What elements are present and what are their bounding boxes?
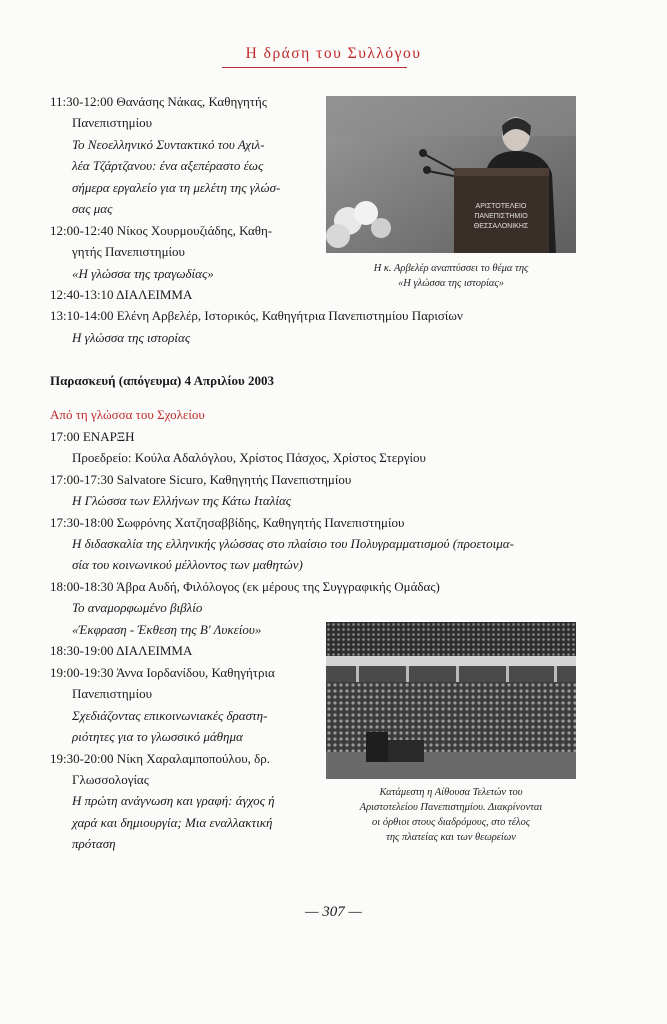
program-line: Πανεπιστημίου — [72, 115, 153, 130]
talk-title: πρόταση — [72, 836, 116, 851]
program-line: 12:00-12:40 Νίκος Χουρμουζιάδης, Καθη- — [50, 223, 273, 238]
photo-caption: «Η γλώσσα της ιστορίας» — [398, 278, 504, 289]
talk-title: Η Γλώσσα των Ελλήνων της Κάτω Ιταλίας — [72, 493, 292, 508]
photo-speaker-podium — [326, 96, 576, 253]
program-line: 17:30-18:00 Σωφρόνης Χατζησαββίδης, Καθηγητής Πανεπιστημίου — [50, 515, 405, 530]
program-line: 19:30-20:00 Νίκη Χαραλαμποπούλου, δρ. — [50, 751, 271, 766]
talk-title: Το Νεοελληνικό Συντακτικό του Αχιλ- — [72, 137, 265, 152]
talk-title: Η γλώσσα της ιστορίας — [72, 330, 191, 345]
podium-text: ΑΡΙΣΤΟΤΕΛΕΙΟ — [475, 203, 527, 210]
talk-title: Το αναμορφωμένο βιβλίο — [72, 600, 203, 615]
header-rule — [222, 67, 407, 68]
program-line: Προεδρείο: Κούλα Αδαλόγλου, Χρίστος Πάσχος, Χρίστος Στεργίου — [72, 450, 426, 465]
photo-auditorium-illustration — [326, 622, 576, 779]
talk-title: Η πρώτη ανάγνωση και γραφή: άγχος ή — [72, 793, 275, 808]
photo-auditorium — [326, 622, 576, 779]
talk-title: «Η γλώσσα της τραγωδίας» — [72, 266, 214, 281]
photo-caption: της πλατείας και των θεωρείων — [386, 832, 516, 843]
break-line: 12:40-13:10 ΔΙΑΛΕΙΜΜΑ — [50, 287, 193, 302]
program-line: γητής Πανεπιστημίου — [72, 244, 185, 259]
page-number: — 307 — — [305, 904, 362, 920]
podium-text: ΠΑΝΕΠΙΣΤΗΜΙΟ — [474, 213, 528, 220]
photo-speaker-illustration — [326, 96, 576, 253]
photo-caption: Η κ. Αρβελέρ αναπτύσσει το θέμα της — [373, 263, 529, 274]
program-line: 19:00-19:30 Άννα Ιορδανίδου, Καθηγήτρια — [50, 665, 275, 680]
photo-caption: Κατάμεστη η Αίθουσα Τελετών του — [379, 787, 523, 798]
program-line: 11:30-12:00 Θανάσης Νάκας, Καθηγητής — [50, 94, 267, 109]
program-line: 18:00-18:30 Άβρα Αυδή, Φιλόλογος (εκ μέρους της Συγγραφικής Ομάδας) — [50, 579, 440, 594]
break-line: 18:30-19:00 ΔΙΑΛΕΙΜΜΑ — [50, 643, 193, 658]
program-line: Πανεπιστημίου — [72, 686, 153, 701]
photo-caption: οι όρθιοι στους διαδρόμους, στο τέλος — [372, 817, 530, 828]
talk-title: χαρά και δημιουργία; Μια εναλλακτική — [72, 815, 273, 830]
talk-title: σήμερα εργαλείο για τη μελέτη της γλώσ- — [72, 180, 281, 195]
day-heading: Παρασκευή (απόγευμα) 4 Απριλίου 2003 — [50, 373, 275, 388]
section-heading: Από τη γλώσσα του Σχολείου — [50, 407, 205, 422]
running-header: Η δράση του Συλλόγου — [245, 45, 422, 62]
talk-title: λέα Τζάρτζανου: ένα αξεπέραστο έως — [72, 158, 264, 173]
program-line: 13:10-14:00 Ελένη Αρβελέρ, Ιστορικός, Καθηγήτρια Πανεπιστημίου Παρισίων — [50, 308, 463, 323]
talk-title: σία του κοινωνικού μέλλοντος των μαθητών) — [72, 557, 303, 572]
talk-title: Η διδασκαλία της ελληνικής γλώσσας στο πλαίσιο του Πολυγραμματισμού (προετοιμα- — [72, 536, 514, 551]
talk-title: ριότητες για το γλωσσικό μάθημα — [72, 729, 243, 744]
program-line: 17:00-17:30 Salvatore Sicuro, Καθηγητής Πανεπιστημίου — [50, 472, 352, 487]
talk-title: «Έκφραση - Έκθεση της Β' Λυκείου» — [72, 622, 262, 637]
program-line: 17:00 ΕΝΑΡΞΗ — [50, 429, 135, 444]
talk-title: σας μας — [72, 201, 113, 216]
program-line: Γλωσσολογίας — [72, 772, 149, 787]
talk-title: Σχεδιάζοντας επικοινωνιακές δραστη- — [72, 708, 268, 723]
photo-caption: Αριστοτελείου Πανεπιστημίου. Διακρίνονται — [359, 802, 543, 813]
podium-text: ΘΕΣΣΑΛΟΝΙΚΗΣ — [473, 223, 529, 230]
